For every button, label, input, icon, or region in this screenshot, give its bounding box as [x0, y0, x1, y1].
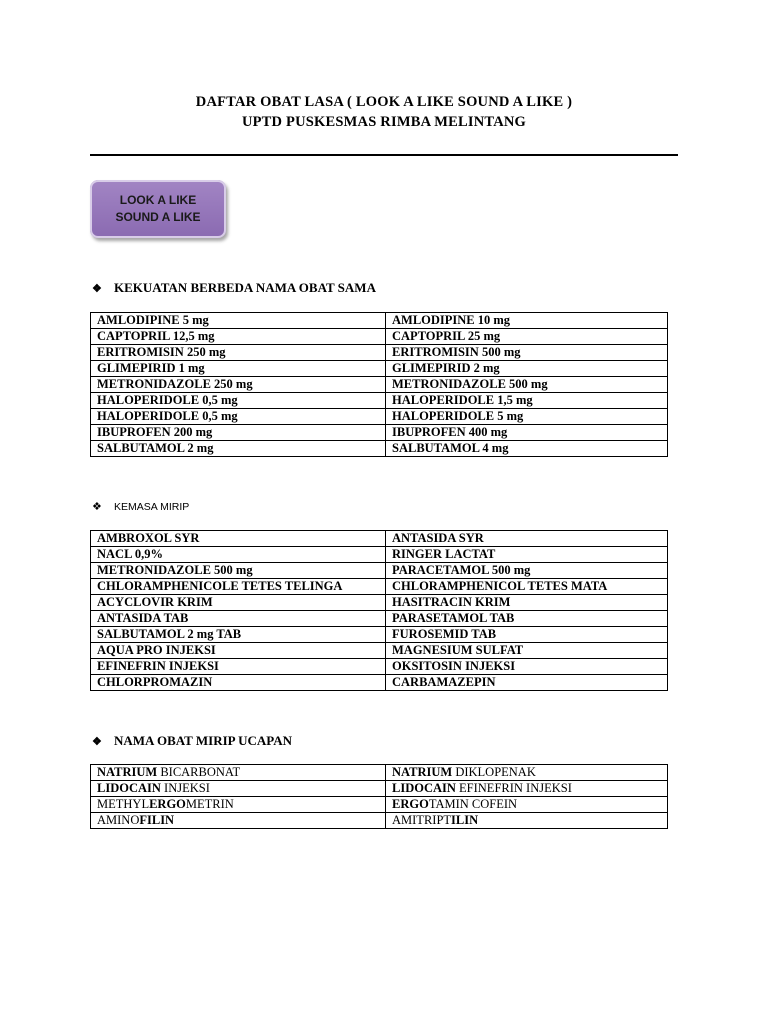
- drug-name-highlight: LIDOCAIN: [392, 781, 456, 795]
- table-row: [91, 579, 668, 595]
- table-row: [91, 797, 668, 813]
- table-row: [91, 329, 668, 345]
- drug-name-highlight: ERGO: [149, 797, 186, 811]
- drug-cell-left: ACYCLOVIR KRIM: [91, 595, 386, 611]
- lasa-badge: [90, 180, 226, 238]
- badge-line-1: LOOK A LIKE: [119, 193, 197, 207]
- table-row: [91, 313, 668, 329]
- drug-cell-right: IBUPROFEN 400 mg: [386, 425, 668, 441]
- drug-cell-right: HASITRACIN KRIM: [386, 595, 668, 611]
- drug-name-highlight: NATRIUM: [97, 765, 158, 779]
- drug-name-suffix: METRIN: [185, 797, 234, 811]
- table-row: [91, 425, 668, 441]
- diamond-bullet-icon: ❖: [92, 282, 102, 295]
- table-row: [91, 595, 668, 611]
- table-strength: [90, 312, 668, 457]
- table-packaging: [90, 530, 668, 691]
- drug-cell-right: METRONIDAZOLE 500 mg: [386, 377, 668, 393]
- drug-cell-right: RINGER LACTAT: [386, 547, 668, 563]
- drug-cell-right: FUROSEMID TAB: [386, 627, 668, 643]
- drug-name-highlight: NATRIUM: [392, 765, 453, 779]
- drug-name-prefix: AMINO: [97, 813, 140, 827]
- drug-cell-left: AMBROXOL SYR: [91, 531, 386, 547]
- table-row: [91, 659, 668, 675]
- table-row: [91, 675, 668, 691]
- drug-cell-left: CAPTOPRIL 12,5 mg: [91, 329, 386, 345]
- drug-cell-right: MAGNESIUM SULFAT: [386, 643, 668, 659]
- drug-cell-right: OKSITOSIN INJEKSI: [386, 659, 668, 675]
- table-row: [91, 409, 668, 425]
- drug-cell-right: PARASETAMOL TAB: [386, 611, 668, 627]
- table-row: [91, 813, 668, 829]
- drug-name-suffix: EFINEFRIN INJEKSI: [455, 781, 572, 795]
- section-heading-packaging: [92, 500, 189, 513]
- drug-cell-right: AMLODIPINE 10 mg: [386, 313, 668, 329]
- drug-cell-left: CHLORAMPHENICOLE TETES TELINGA: [91, 579, 386, 595]
- header-divider: [90, 154, 678, 156]
- diamond-bullet-icon: ❖: [92, 501, 102, 513]
- drug-cell-right: [386, 781, 668, 797]
- drug-cell-left: HALOPERIDOLE 0,5 mg: [91, 393, 386, 409]
- drug-cell-left: [91, 765, 386, 781]
- drug-cell-right: CHLORAMPHENICOL TETES MATA: [386, 579, 668, 595]
- drug-cell-right: [386, 765, 668, 781]
- table-row: [91, 611, 668, 627]
- section-heading-strength: [92, 280, 376, 296]
- section-heading-label: NAMA OBAT MIRIP UCAPAN: [114, 733, 293, 748]
- section-heading-label: KEKUATAN BERBEDA NAMA OBAT SAMA: [114, 280, 376, 295]
- drug-name-suffix: BICARBONAT: [157, 765, 241, 779]
- drug-cell-right: CARBAMAZEPIN: [386, 675, 668, 691]
- diamond-bullet-icon: ❖: [92, 735, 102, 748]
- drug-name-suffix: DIKLOPENAK: [452, 765, 536, 779]
- drug-cell-left: SALBUTAMOL 2 mg TAB: [91, 627, 386, 643]
- table-row: [91, 547, 668, 563]
- drug-cell-left: EFINEFRIN INJEKSI: [91, 659, 386, 675]
- drug-name-suffix: INJEKSI: [160, 781, 210, 795]
- table-row: [91, 377, 668, 393]
- drug-cell-right: [386, 797, 668, 813]
- table-row: [91, 627, 668, 643]
- section-heading-sound: [92, 733, 292, 749]
- drug-cell-left: METRONIDAZOLE 500 mg: [91, 563, 386, 579]
- drug-cell-right: [386, 813, 668, 829]
- drug-cell-right: HALOPERIDOLE 5 mg: [386, 409, 668, 425]
- table-row: [91, 393, 668, 409]
- drug-name-prefix: AMITRIPT: [392, 813, 452, 827]
- drug-name-highlight: LIDOCAIN: [97, 781, 161, 795]
- document-title: DAFTAR OBAT LASA ( LOOK A LIKE SOUND A LIKE ): [195, 94, 573, 110]
- drug-cell-left: AMLODIPINE 5 mg: [91, 313, 386, 329]
- drug-cell-left: IBUPROFEN 200 mg: [91, 425, 386, 441]
- drug-cell-right: ANTASIDA SYR: [386, 531, 668, 547]
- drug-cell-right: CAPTOPRIL 25 mg: [386, 329, 668, 345]
- drug-cell-left: SALBUTAMOL 2 mg: [91, 441, 386, 457]
- section-heading-label: KEMASA MIRIP: [114, 500, 190, 513]
- drug-name-highlight: ILIN: [451, 813, 479, 827]
- drug-cell-left: [91, 797, 386, 813]
- drug-cell-left: HALOPERIDOLE 0,5 mg: [91, 409, 386, 425]
- drug-cell-right: PARACETAMOL 500 mg: [386, 563, 668, 579]
- drug-cell-right: GLIMEPIRID 2 mg: [386, 361, 668, 377]
- table-row: [91, 781, 668, 797]
- drug-cell-left: GLIMEPIRID 1 mg: [91, 361, 386, 377]
- drug-cell-left: AQUA PRO INJEKSI: [91, 643, 386, 659]
- drug-cell-right: ERITROMISIN 500 mg: [386, 345, 668, 361]
- drug-cell-left: METRONIDAZOLE 250 mg: [91, 377, 386, 393]
- table-row: [91, 361, 668, 377]
- table-row: [91, 441, 668, 457]
- drug-name-prefix: METHYL: [97, 797, 150, 811]
- table-row: [91, 531, 668, 547]
- table-row: [91, 643, 668, 659]
- drug-name-suffix: TAMIN COFEIN: [428, 797, 518, 811]
- drug-cell-right: SALBUTAMOL 4 mg: [386, 441, 668, 457]
- drug-cell-left: NACL 0,9%: [91, 547, 386, 563]
- drug-cell-left: [91, 813, 386, 829]
- drug-cell-left: ERITROMISIN 250 mg: [91, 345, 386, 361]
- drug-name-highlight: ERGO: [392, 797, 429, 811]
- document-subtitle: UPTD PUSKESMAS RIMBA MELINTANG: [241, 114, 527, 130]
- table-sound-alike: [90, 764, 668, 829]
- drug-cell-left: CHLORPROMAZIN: [91, 675, 386, 691]
- table-row: [91, 345, 668, 361]
- drug-cell-left: ANTASIDA TAB: [91, 611, 386, 627]
- table-row: [91, 563, 668, 579]
- drug-name-highlight: FILIN: [139, 813, 175, 827]
- badge-line-2: SOUND A LIKE: [115, 210, 201, 224]
- table-row: [91, 765, 668, 781]
- drug-cell-right: HALOPERIDOLE 1,5 mg: [386, 393, 668, 409]
- drug-cell-left: [91, 781, 386, 797]
